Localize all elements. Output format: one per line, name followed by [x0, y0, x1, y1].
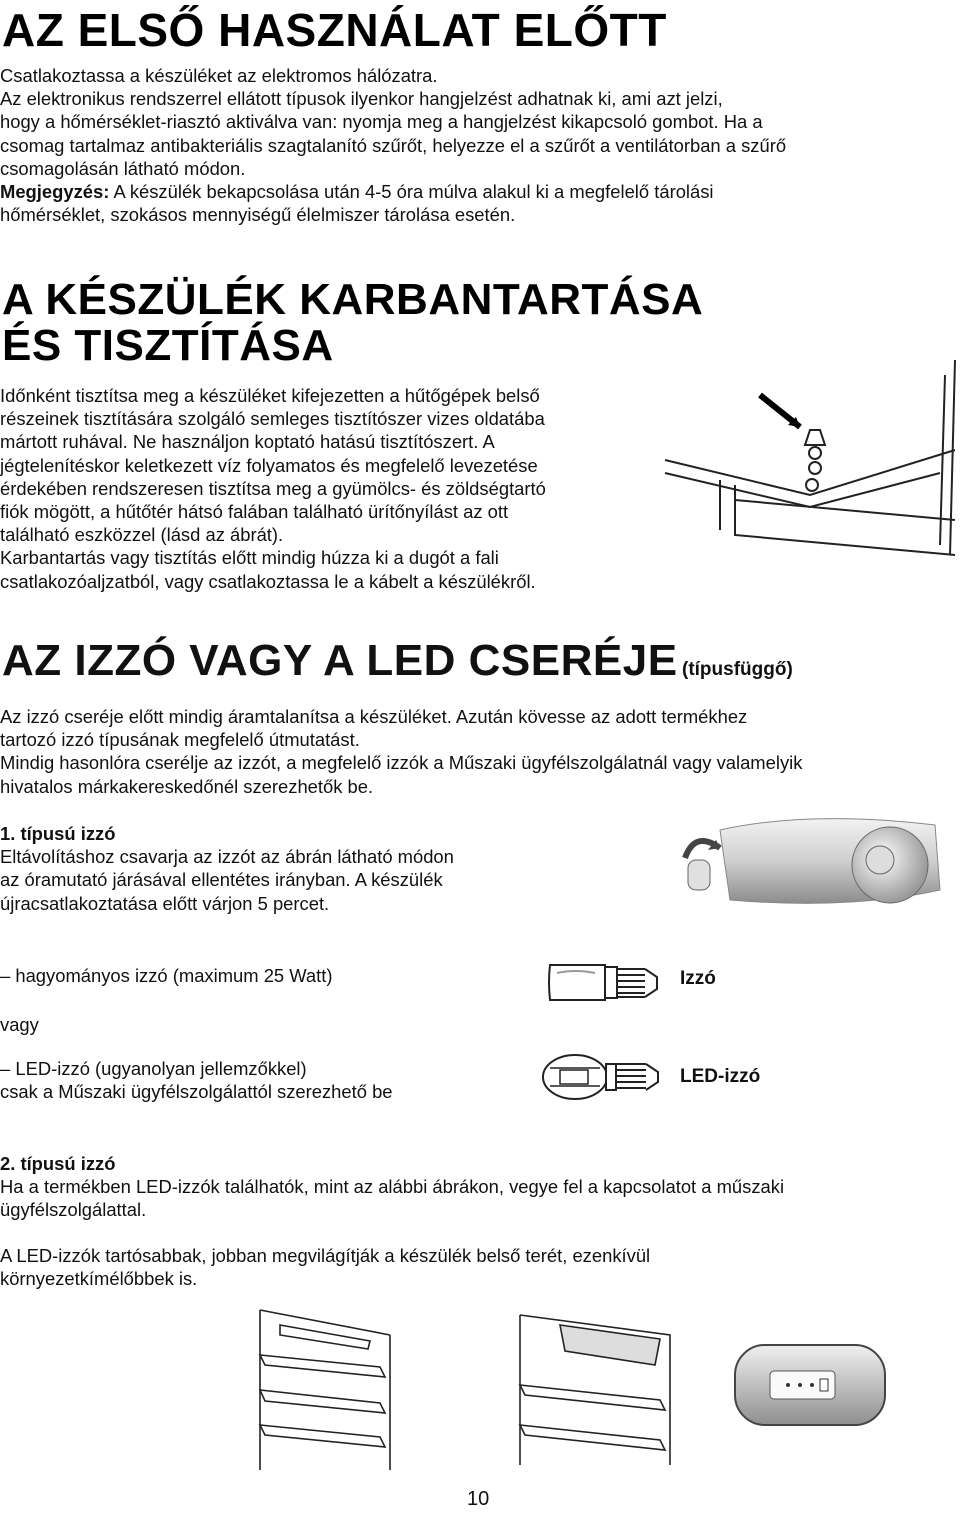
- text-line: környezetkímélőbbek is.: [0, 1268, 198, 1290]
- text-line: Mindig hasonlóra cserélje az izzót, a megfelelő izzók a Műszaki ügyfélszolgálatnál vagy valamelyik: [0, 752, 803, 774]
- text-line: érdekében rendszeresen tisztítsa meg a gyümölcs- és zöldségtartó: [0, 477, 546, 499]
- text-line: tartozó izzó típusának megfelelő útmutatást.: [0, 729, 360, 751]
- text-line: az óramutató járásával ellentétes irányban. A készülék: [0, 869, 443, 891]
- text-line: található eszközzel (lásd az ábrát).: [0, 524, 284, 546]
- text-line: Az izzó cseréje előtt mindig áramtalanítsa a készüléket. Azután kövesse az adott termékhez: [0, 706, 748, 727]
- led-bulb-icon: [540, 1050, 670, 1105]
- text-line: csak a Műszaki ügyfélszolgálattól szerezhető be: [0, 1081, 393, 1103]
- text-line: Ha a termékben LED-izzók találhatók, mint az alábbi ábrákon, vegye fel a kapcsolatot a műszaki: [0, 1176, 785, 1198]
- text-line: – LED-izzó (ugyanolyan jellemzőkkel): [0, 1058, 307, 1079]
- text-line: hivatalos márkakereskedőnél szerezhetők be.: [0, 775, 374, 797]
- text-line: csatlakozóaljzatból, vagy csatlakoztassa le a kábelt a készülékről.: [0, 570, 536, 592]
- note-line: [0, 180, 786, 203]
- figure-label-bulb: Izzó: [680, 968, 716, 989]
- text-line: csomag tartalmaz antibakteriális szagtalanító szűrőt, helyezze el a szűrőt a ventilátorban a szűrő: [0, 134, 787, 156]
- note-label: Megjegyzés:: [0, 181, 110, 203]
- text-line: Karbantartás vagy tisztítás előtt mindig húzza ki a dugót a fali: [0, 547, 499, 569]
- text-line: újracsatlakoztatása előtt várjon 5 percet.: [0, 892, 330, 914]
- text-line: A LED-izzók tartósabbak, jobban megvilágítják a készülék belső terét, ezenkívül: [0, 1245, 651, 1266]
- figure-label-led: LED-izzó: [680, 1066, 761, 1087]
- section-title-maintenance-2: ÉS TISZTÍTÁSA: [2, 321, 334, 370]
- text-line: hogy a hőmérséklet-riasztó aktiválva van: nyomja meg a hangjelzést kikapcsoló gombot. Ha a: [0, 111, 763, 133]
- text-line: ügyfélszolgálattal.: [0, 1199, 147, 1221]
- page-number: 10: [467, 1488, 490, 1510]
- bulb-traditional-option: – hagyományos izzó (maximum 25 Watt): [0, 965, 333, 986]
- text-line: fiók mögött, a hűtőtér hátsó falában található ürítőnyílást az ott: [0, 501, 509, 523]
- text-line: mártott ruhával. Ne használjon koptató hatású tisztítószert. A: [0, 431, 495, 453]
- text-line: jégtelenítéskor keletkezett víz folyamatos és megfelelő levezetése: [0, 454, 538, 476]
- note-text: A készülék bekapcsolása után 4-5 óra múlva alakul ki a megfelelő tárolási: [109, 181, 714, 203]
- fridge-interior-right-illustration: [490, 1305, 680, 1475]
- drain-hole-illustration: [660, 355, 960, 575]
- type2-para2: [0, 1244, 650, 1290]
- option-or: vagy: [0, 1014, 39, 1035]
- lamp-housing-illustration: [650, 810, 950, 920]
- bulb-intro-text: [0, 705, 802, 798]
- text-line: Az elektronikus rendszerrel ellátott típusok ilyenkor hangjelzést adhatnak ki, ami azt jelzi,: [0, 88, 723, 110]
- text-line: részeinek tisztítására szolgáló semleges tisztítószer vizes oldatába: [0, 408, 545, 430]
- section-title-suffix: (típusfüggő): [682, 659, 793, 680]
- text-line: Eltávolításhoz csavarja az izzót az ábrán látható módon: [0, 846, 454, 868]
- type2-text: [0, 1152, 784, 1222]
- maintenance-text: [0, 384, 546, 593]
- text-line: hőmérséklet, szokásos mennyiségű élelmiszer tárolása esetén.: [0, 204, 516, 226]
- type2-heading: 2. típusú izzó: [0, 1153, 116, 1174]
- type1-heading: 1. típusú izzó: [0, 823, 116, 844]
- led-option: [0, 1057, 393, 1103]
- section-title-first-use: AZ ELSŐ HASZNÁLAT ELŐTT: [2, 4, 667, 56]
- first-use-text: [0, 64, 786, 226]
- type1-text: [0, 822, 454, 915]
- section-title-maintenance-1: A KÉSZÜLÉK KARBANTARTÁSA: [2, 275, 704, 324]
- section-title-bulb: AZ IZZÓ VAGY A LED CSERÉJE: [2, 636, 678, 685]
- text-line: Csatlakoztassa a készüléket az elektromos hálózatra.: [0, 65, 438, 86]
- incandescent-bulb-icon: [545, 955, 665, 1010]
- led-lamp-unit-illustration: [730, 1335, 890, 1435]
- bulb-title-row: [2, 636, 793, 686]
- text-line: csomagolásán látható módon.: [0, 157, 246, 179]
- text-line: Időnként tisztítsa meg a készüléket kifejezetten a hűtőgépek belső: [0, 385, 540, 406]
- fridge-interior-left-illustration: [250, 1305, 400, 1475]
